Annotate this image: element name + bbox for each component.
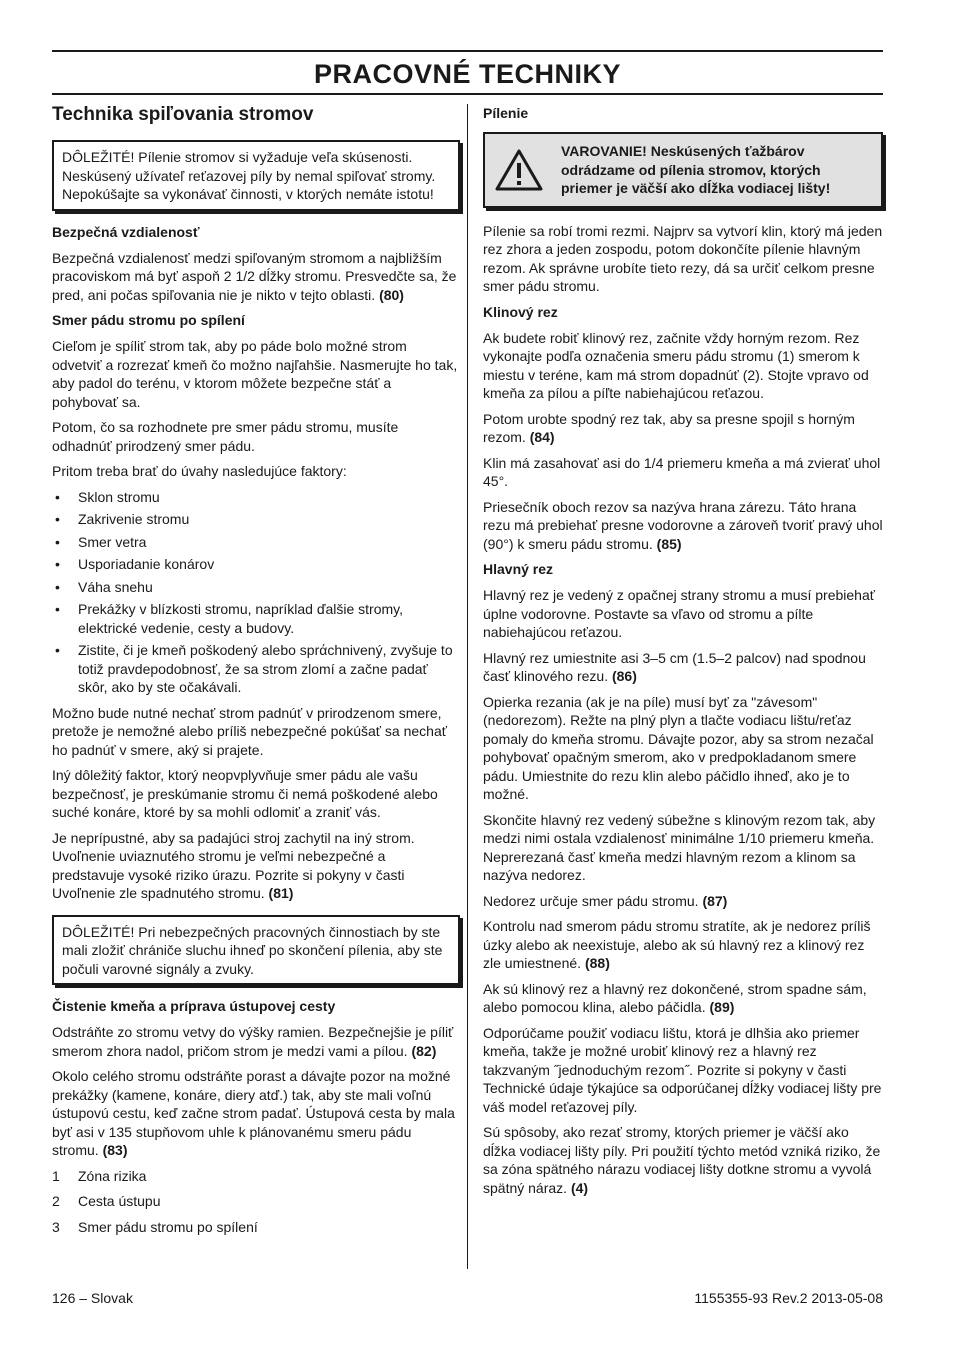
list-item: • Usporiadanie konárov <box>55 556 215 572</box>
fall-direction-p4: Možno bude nutné nechať strom padnúť v prirodzenom smere, pretože je nemožné alebo príliš nebezpečné pokúšať sa nechať ho padnúť v smere, aký si prajete. <box>52 704 447 758</box>
legend-list <box>52 1167 460 1237</box>
footer-doc-id: 1155355-93 Rev.2 2013-05-08 <box>694 1290 883 1306</box>
column-divider <box>467 104 468 1269</box>
important-notice-2: DÔLEŽITÉ! Pri nebezpečných pracovných činnostiach by ste mali zložiť chrániče sluchu ihneď po skončení pílenia, aby ste počuli varovné signály a zvuky. <box>52 915 460 986</box>
hlavny-p2: Hlavný rez umiestnite asi 3–5 cm (1.5–2 palcov) nad spodnou časť klinového rezu. (86) <box>483 649 866 684</box>
list-item: 1 Zóna rizika <box>52 1167 147 1184</box>
figure-ref: (84) <box>529 429 555 445</box>
fall-direction-title: Smer pádu stromu po spílení <box>52 312 245 328</box>
factors-list <box>52 488 460 697</box>
hlavny-p4: Skončite hlavný rez vedený súbežne s klinovým rezom tak, aby medzi nimi ostala vzdialenosť minimálne 1/10 priemeru kmeňa. Neprerezaná časť kmeňa medzi hlavným rezom a klinom sa nazýva nedorez. <box>483 811 876 883</box>
important-notice-1: DÔLEŽITÉ! Pílenie stromov si vyžaduje veľa skúsenosti. Neskúsený užívateľ reťazovej píly by nemal spiľovať stromy. Nepokúšajte sa vykonávať činnosti, v ktorých nemáte istotu! <box>52 140 460 211</box>
pilenie-intro: Pílenie sa robí tromi rezmi. Najprv sa vytvorí klin, ktorý má jeden rez zhora a jeden zospodu, potom dokončíte pílenie hlavným rezom. Ak správne urobíte tieto rezy, dá sa určiť celkom presne smer pádu stromu. <box>483 222 883 294</box>
header-rule-bottom <box>52 93 883 95</box>
left-column <box>52 104 460 1243</box>
list-item: • Váha snehu <box>55 578 153 595</box>
fall-direction-p5: Iný dôležitý faktor, ktorý neopvplyvňuje smer pádu ale vašu bezpečnosť, je preskúmanie stromu či nemá poškodené alebo suché konáre, ktoré by sa mohli odlomiť a zraniť vás. <box>52 767 438 820</box>
header-rule-top <box>52 50 883 52</box>
figure-ref: (80) <box>379 286 404 303</box>
figure-ref: (81) <box>268 885 294 901</box>
figure-ref: (87) <box>702 892 728 909</box>
page <box>52 0 883 1352</box>
fall-direction-p2: Potom, čo sa rozhodnete pre smer pádu stromu, musíte odhadnúť prirodzený smer pádu. <box>52 419 399 454</box>
fall-direction-p1: Cieľom je spíliť strom tak, aby po páde bolo možné strom odvetviť a rozrezať kmeň čo možno najľahšie. Nasmerujte ho tak, aby padol do terénu, v ktorom môžete bezpečne stáť a pohybovať sa. <box>52 338 458 410</box>
klinovy-p2: Potom urobte spodný rez tak, aby sa presne spojil s horným rezom. (84) <box>483 410 855 445</box>
fall-direction-p6: Je neprípustné, aby sa padajúci stroj zachytil na iný strom. Uvoľnenie uviaznutého stromu je veľmi nebezpečné a predstavuje vysoké riziko úrazu. Pozrite si pokyny v časti Uvoľnenie zle spadnutého stromu. (81) <box>52 829 415 901</box>
clearing-p2: Okolo celého stromu odstráňte porast a dávajte pozor na možné prekážky (kamene, konáre, diery atď.) tak, aby ste mali voľnú ústupovú cestu, keď začne strom padať. Ústupová cesta by mala byť asi v 135 stupňovom uhle k plánovanému smeru pádu stromu. (83) <box>52 1068 455 1158</box>
list-item: • Zakrivenie stromu <box>55 511 190 527</box>
list-item: • Sklon stromu <box>55 488 160 505</box>
hlavny-p8: Odporúčame použiť vodiacu lištu, ktorá je dlhšia ako priemer kmeňa, takže je možné urobiť klinový rez a hlavný rez takzvaným ˝jednoduchým rezom˝. Pozrite si pokyny v časti Technické údaje týkajúce sa odporúčanej dĺžky vodiacej lišty pre váš model reťazovej píly. <box>483 1024 882 1115</box>
figure-ref: (83) <box>102 1142 128 1158</box>
figure-ref: (4) <box>570 1179 589 1196</box>
list-item: • Prekážky v blízkosti stromu, napríklad ďalšie stromy, elektrické vedenie, cesty a budovy. <box>55 601 404 636</box>
safe-distance-text: Bezpečná vzdialenosť medzi spiľovaným stromom a najbližším pracoviskom má byť aspoň 2 1/2 dĺžky stromu. Presvedčte sa, že pred, ani počas spiľovania nie je nikto v tejto oblasti. (80) <box>52 249 457 303</box>
hlavny-p5: Nedorez určuje smer pádu stromu. (87) <box>483 892 728 909</box>
fall-direction-p3: Pritom treba brať do úvahy nasledujúce faktory: <box>52 463 347 479</box>
hlavny-p6: Kontrolu nad smerom pádu stromu stratíte, ak je nedorez príliš úzky alebo ak neexistuje, alebo ak sú hlavný rez a klinový rez zle umiestnené. (88) <box>483 918 871 971</box>
section-heading: Technika spiľovania stromov <box>52 104 314 125</box>
safe-distance-title: Bezpečná vzdialenosť <box>52 223 200 240</box>
footer-page-number: 126 – Slovak <box>52 1290 133 1306</box>
klinovy-p3: Klin má zasahovať asi do 1/4 priemeru kmeňa a má zvierať uhol 45°. <box>483 454 881 489</box>
page-title: PRACOVNÉ TECHNIKY <box>313 59 622 89</box>
clearing-p1: Odstráňte zo stromu vetvy do výšky ramien. Bezpečnejšie je píliť smerom zhora nadol, pričom strom je medzi vami a pílou. (82) <box>52 1024 454 1059</box>
warning-text: VAROVANIE! Neskúsených ťažbárov odrádzame od pílenia stromov, ktorých priemer je väčší ako dĺžka vodiacej lišty! <box>561 143 831 196</box>
warning-triangle-icon <box>495 148 543 192</box>
list-item: • Zistite, či je kmeň poškodený alebo sprάchnivený, zvyšuje to totiž pravdepodobnosť, že sa strom zlomí a začne padať skôr, ako by ste očakávali. <box>55 642 453 695</box>
figure-ref: (89) <box>709 999 735 1015</box>
figure-ref: (86) <box>611 668 637 684</box>
hlavny-p7: Ak sú klinový rez a hlavný rez dokončené, strom spadne sám, alebo pomocou klina, alebo páčidla. (89) <box>483 980 867 1015</box>
figure-ref: (85) <box>656 535 682 552</box>
list-item: 2 Cesta ústupu <box>52 1193 161 1209</box>
pilenie-title: Pílenie <box>483 105 529 121</box>
klinovy-title: Klinový rez <box>483 303 558 320</box>
figure-ref: (88) <box>584 955 610 971</box>
clearing-title: Čistenie kmeňa a príprava ústupovej cesty <box>52 998 336 1014</box>
warning-box <box>483 132 883 208</box>
right-column <box>483 104 883 1204</box>
hlavny-title: Hlavný rez <box>483 561 554 577</box>
klinovy-p4: Priesečník oboch rezov sa nazýva hrana zárezu. Táto hrana rezu má prebiehať presne vodorovne a zároveň tvoriť pravý uhol (90°) k smeru pádu stromu. (85) <box>483 498 883 552</box>
hlavny-p1: Hlavný rez je vedený z opačnej strany stromu a musí prebiehať úplne vodorovne. Postavte sa vľavo od stromu a pílte nabiehajúcou reťazou. <box>483 587 875 640</box>
klinovy-p1: Ak budete robiť klinový rez, začnite vždy horným rezom. Rez vykonajte podľa označenia smeru pádu stromu (1) smerom k miestu v teréne, kam má strom dopadnúť (2). Stojte vpravo od kmeňa za pílou a píľte nabiehajúcou reťazou. <box>483 329 869 401</box>
figure-ref: (82) <box>411 1042 437 1059</box>
hlavny-p3: Opierka rezania (ak je na píle) musí byť za "závesom" (nedorezom). Režte na plný plyn a tlačte vodiacu lištu/reťaz pomaly do kmeňa stromu. Dávajte pozor, aby sa strom nezačal pohybovať opačným smerom, ako v predpokladanom smere pádu. Umiestnite do rezu klin alebo páčidlo ihneď, ako je to možné. <box>483 693 874 802</box>
hlavny-p9: Sú spôsoby, ako rezať stromy, ktorých priemer je väčší ako dĺžka vodiacej lišty píly. Pri použití týchto metód vzniká riziko, že sa zóna spätného nárazu vodiacej lišty dotkne stromu a vyvolá spätný náraz. (4) <box>483 1124 881 1196</box>
list-item: 3 Smer pádu stromu po spílení <box>52 1218 258 1235</box>
list-item: • Smer vetra <box>55 533 147 550</box>
